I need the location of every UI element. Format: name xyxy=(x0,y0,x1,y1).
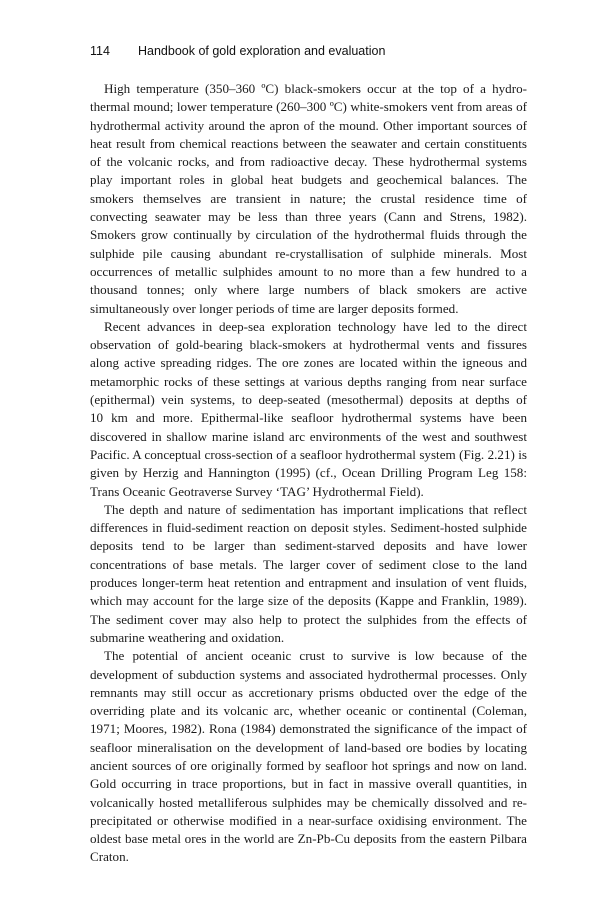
running-header xyxy=(90,44,530,58)
paragraph-sedimentation: The depth and nature of sedimentation has important implications that reflect differences in fluid-sediment reaction on deposit styles. Sediment-hosted sulphide deposits tend to be larger than sediment-starved deposits and have lower concentrations of base metals. The larger cover of sediment close to the land produces longer-term heat retention and entrapment and insulation of vent fluids, which may account for the large size of the deposits (Kappe and Franklin, 1989). The sediment cover may also help to protect the sulphides from the effects of submarine weathering and oxidation. xyxy=(90,501,527,645)
running-title: Handbook of gold exploration and evaluation xyxy=(138,44,386,58)
paragraph-ancient-oceanic-crust: The potential of ancient oceanic crust to survive is low because of the development of subduction systems and associated hydrothermal processes. Only remnants may still occur as accretionary prisms obducted over the edge of the overriding plate and its volcanic arc, whether oceanic or continental (Coleman, 1971; Moores, 1982). Rona (1984) demonstrated the significance of the impact of seafloor mineralisation on the development of land-based ore bodies by locating ancient sources of ore originally formed by seafloor hot springs and now on land. Gold occurring in trace proportions, but in fact in massive overall quantities, in volcanically hosted metalliferous sulphides may be chemically dissolved and re-precipitated or otherwise modified in a near-surface oxidising environment. The oldest base metal ores in the world are Zn-Pb-Cu deposits from the eastern Pilbara Craton. xyxy=(90,648,527,865)
body-text xyxy=(90,80,527,867)
paragraph-black-smokers: High temperature (350–360 ºC) black-smokers occur at the top of a hydrothermal mound; lower temperature (260–300 ºC) white-smokers vent from areas of hydrothermal activity around the apron of the mound. Other important sources of heat result from chemical reactions between the seawater and certain constituents of the volcanic rocks, and from radioactive decay. These hydrothermal systems play important roles in global heat budgets and geochemical balances. The smokers themselves are transient in nature; the crustal residence time of convecting seawater may be less than three years (Cann and Strens, 1982). Smokers grow continually by circulation of the hydrothermal fluids through the sulphide pile causing abundant re-crystallisation of sulphide minerals. Most occurrences of metallic sulphides amount to no more than a few hundred to a thousand tonnes; only where large numbers of black smokers are active simultaneously over longer periods of time are larger deposits formed. xyxy=(90,81,527,316)
page-number: 114 xyxy=(90,44,110,58)
paragraph-deep-sea-exploration: Recent advances in deep-sea exploration technology have led to the direct observation of gold-bearing black-smokers at hydrothermal vents and fissures along active spreading ridges. The ore zones are located within the igneous and metamorphic rocks of these settings at various depths ranging from near surface (epithermal) vein systems, to deep-seated (mesothermal) deposits at depths of 10 km and more. Epithermal-like seafloor hydrothermal systems have been discovered in shallow marine island arc environments of the west and southwest Pacific. A conceptual cross-section of a seafloor hydrothermal system (Fig. 2.21) is given by Herzig and Hannington (1995) (cf., Ocean Drilling Program Leg 158: Trans Oceanic Geotraverse Survey ‘TAG’ Hydrothermal Field). xyxy=(90,318,527,499)
